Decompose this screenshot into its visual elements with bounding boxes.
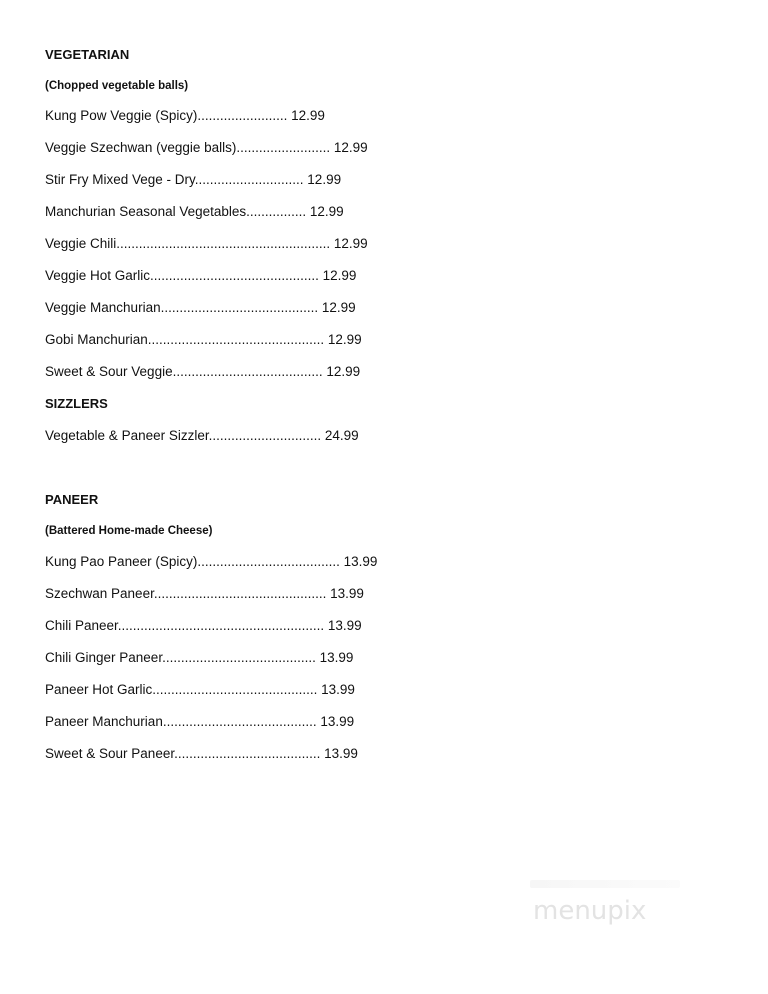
watermark-bar	[530, 880, 680, 888]
menu-item: Vegetable & Paneer Sizzler.............................. 24.99	[45, 428, 359, 443]
menu-item: Veggie Chili......................................................... 12.99	[45, 236, 368, 251]
menu-item: Manchurian Seasonal Vegetables................ 12.99	[45, 204, 344, 219]
menu-item: Paneer Manchurian......................................... 13.99	[45, 714, 355, 729]
vegetarian-subheading: (Chopped vegetable balls)	[45, 80, 189, 92]
menu-item: Sweet & Sour Veggie........................................ 12.99	[45, 364, 361, 379]
sizzlers-heading: SIZZLERS	[45, 396, 108, 411]
menu-item: Szechwan Paneer.............................................. 13.99	[45, 586, 364, 601]
menu-item: Veggie Szechwan (veggie balls)......................... 12.99	[45, 140, 368, 155]
paneer-subheading: (Battered Home-made Cheese)	[45, 525, 213, 537]
menu-item: Sweet & Sour Paneer....................................... 13.99	[45, 746, 358, 761]
menu-item: Chili Paneer....................................................... 13.99	[45, 618, 362, 633]
menu-item: Stir Fry Mixed Vege - Dry............................. 12.99	[45, 172, 342, 187]
menu-item: Paneer Hot Garlic............................................ 13.99	[45, 682, 355, 697]
menu-item: Veggie Hot Garlic............................................. 12.99	[45, 268, 357, 283]
menu-item: Chili Ginger Paneer......................................... 13.99	[45, 650, 354, 665]
menu-item: Veggie Manchurian.......................................... 12.99	[45, 300, 356, 315]
menu-item: Gobi Manchurian............................................... 12.99	[45, 332, 362, 347]
menu-item: Kung Pao Paneer (Spicy)...................................... 13.99	[45, 554, 378, 569]
vegetarian-heading: VEGETARIAN	[45, 47, 130, 62]
paneer-heading: PANEER	[45, 492, 99, 507]
menu-item: Kung Pow Veggie (Spicy)........................ 12.99	[45, 108, 325, 123]
menupix-watermark: menupix	[533, 896, 647, 926]
